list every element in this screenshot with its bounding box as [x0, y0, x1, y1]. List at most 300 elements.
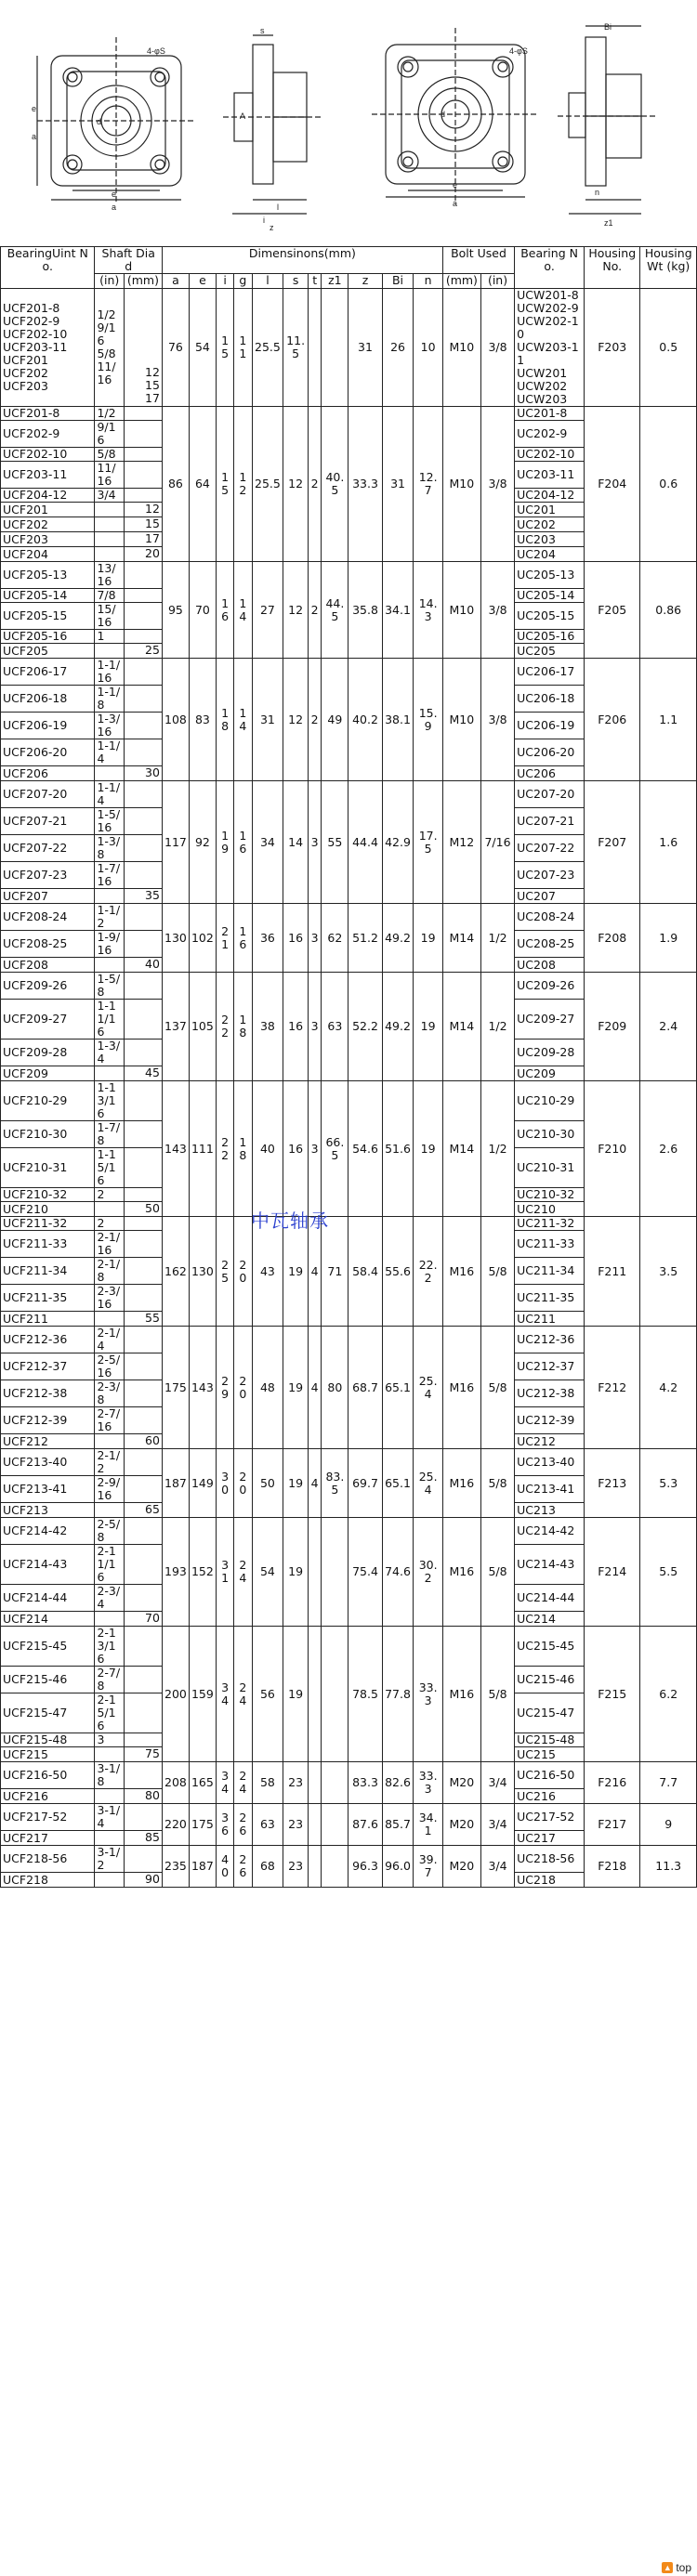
- bearing-no-cell: UC212-38: [515, 1380, 585, 1407]
- label-A-left: A: [240, 111, 246, 121]
- shaft-in-cell: 1-13/16: [95, 1081, 124, 1121]
- dimension-cell: 44.4: [348, 781, 382, 904]
- bearing-no-cell: UC203-11: [515, 462, 585, 489]
- shaft-in-cell: 1-3/4: [95, 1040, 124, 1066]
- bearing-no-cell: UC210: [515, 1202, 585, 1217]
- bolt-in-cell: 5/8: [480, 1518, 514, 1627]
- unit-no-cell: UCF201-8 UCF202-9 UCF202-10 UCF203-11 UCF201 UCF202 UCF203: [1, 289, 95, 407]
- dimension-cell: 11: [234, 289, 252, 407]
- unit-no-cell: UCF203-11: [1, 462, 95, 489]
- dimension-cell: 24: [234, 1762, 252, 1804]
- bearing-no-cell: UC217: [515, 1831, 585, 1846]
- dimension-cell: 14.3: [414, 562, 442, 659]
- dimension-cell: 26: [234, 1846, 252, 1888]
- bearing-no-cell: UC210-32: [515, 1188, 585, 1202]
- bolt-in-cell: 3/4: [480, 1846, 514, 1888]
- dimension-cell: 83.5: [322, 1449, 348, 1518]
- unit-no-cell: UCF212-37: [1, 1353, 95, 1380]
- unit-no-cell: UCF210-31: [1, 1148, 95, 1188]
- dimension-cell: 19: [283, 1518, 309, 1627]
- dimension-cell: 14: [234, 659, 252, 781]
- bolt-in-cell: 3/8: [480, 562, 514, 659]
- dimension-cell: 63: [322, 973, 348, 1081]
- dimension-cell: 12: [283, 659, 309, 781]
- bearing-no-cell: UC204-12: [515, 489, 585, 503]
- dimension-cell: 75.4: [348, 1518, 382, 1627]
- shaft-in-cell: 1-3/16: [95, 713, 124, 739]
- bolt-mm-cell: M16: [442, 1217, 480, 1327]
- bearing-no-cell: UC206-18: [515, 686, 585, 713]
- dimension-cell: 83: [189, 659, 216, 781]
- header-bolt-in: (in): [480, 274, 514, 289]
- dimension-cell: 25.4: [414, 1327, 442, 1449]
- dimension-cell: 95: [162, 562, 189, 659]
- housing-no-cell: F204: [585, 407, 640, 562]
- housing-no-cell: F215: [585, 1627, 640, 1762]
- bolt-mm-cell: M14: [442, 973, 480, 1081]
- dimension-cell: 51.2: [348, 904, 382, 973]
- dimension-cell: 34: [216, 1627, 233, 1762]
- table-row: [1, 1327, 697, 1353]
- dimension-cell: 16: [283, 973, 309, 1081]
- unit-no-cell: UCF207-21: [1, 808, 95, 835]
- dimension-cell: 58.4: [348, 1217, 382, 1327]
- dimension-cell: 25: [216, 1217, 233, 1327]
- shaft-mm-cell: [124, 1545, 162, 1585]
- dimension-cell: 137: [162, 973, 189, 1081]
- dimension-cell: 175: [162, 1327, 189, 1449]
- label-e-right: e: [453, 180, 458, 190]
- shaft-in-cell: [95, 1612, 124, 1627]
- header-dim-e: e: [189, 274, 216, 289]
- shaft-mm-cell: [124, 904, 162, 931]
- technical-drawings: [0, 0, 697, 246]
- bearing-no-cell: UC207: [515, 889, 585, 904]
- dimension-cell: 200: [162, 1627, 189, 1762]
- housing-no-cell: F213: [585, 1449, 640, 1518]
- shaft-mm-cell: 30: [124, 766, 162, 781]
- shaft-mm-cell: [124, 1846, 162, 1873]
- unit-no-cell: UCF203: [1, 532, 95, 547]
- label-e-left: e: [112, 190, 117, 199]
- dimension-cell: 25.4: [414, 1449, 442, 1518]
- bearing-no-cell: UC216-50: [515, 1762, 585, 1789]
- bearing-no-cell: UC208: [515, 958, 585, 973]
- label-Bi-right: Bi: [604, 22, 612, 32]
- dimension-cell: 54: [189, 289, 216, 407]
- shaft-in-cell: 3/4: [95, 489, 124, 503]
- unit-no-cell: UCF217-52: [1, 1804, 95, 1831]
- dimension-cell: [308, 289, 321, 407]
- bolt-in-cell: 3/8: [480, 289, 514, 407]
- unit-no-cell: UCF207-23: [1, 862, 95, 889]
- table-row: [1, 1518, 697, 1545]
- dimension-cell: 27: [252, 562, 283, 659]
- shaft-in-cell: 1-5/8: [95, 973, 124, 1000]
- bolt-in-cell: 3/8: [480, 407, 514, 562]
- dimension-cell: 31: [348, 289, 382, 407]
- dimension-cell: 24: [234, 1518, 252, 1627]
- dimension-cell: 102: [189, 904, 216, 973]
- shaft-mm-cell: [124, 1407, 162, 1434]
- shaft-mm-cell: 12: [124, 503, 162, 517]
- bearing-no-cell: UC205-13: [515, 562, 585, 589]
- dimension-cell: 3: [308, 973, 321, 1081]
- shaft-mm-cell: [124, 1121, 162, 1148]
- dimension-cell: 16: [216, 562, 233, 659]
- shaft-in-cell: 5/8: [95, 448, 124, 462]
- housing-no-cell: F208: [585, 904, 640, 973]
- unit-no-cell: UCF206: [1, 766, 95, 781]
- dimension-cell: 4: [308, 1327, 321, 1449]
- shaft-in-cell: 1-7/16: [95, 862, 124, 889]
- dimension-cell: 175: [189, 1804, 216, 1846]
- shaft-in-cell: 3-1/8: [95, 1762, 124, 1789]
- unit-no-cell: UCF215-47: [1, 1693, 95, 1733]
- dimension-cell: 54: [252, 1518, 283, 1627]
- shaft-in-cell: [95, 1789, 124, 1804]
- header-bolt-used: Bolt Used: [442, 247, 514, 274]
- bearing-no-cell: UC208-24: [515, 904, 585, 931]
- dimension-cell: 65.1: [382, 1327, 414, 1449]
- bearing-no-cell: UC214: [515, 1612, 585, 1627]
- dimension-cell: 19: [414, 1081, 442, 1217]
- bearing-no-cell: UC207-22: [515, 835, 585, 862]
- label-d-left: d: [97, 117, 102, 126]
- shaft-mm-cell: [124, 713, 162, 739]
- bearing-no-cell: UC202-10: [515, 448, 585, 462]
- dimension-cell: 208: [162, 1762, 189, 1804]
- header-housing-weight: Housing Wt (kg): [640, 247, 697, 289]
- shaft-mm-cell: [124, 1353, 162, 1380]
- bearing-no-cell: UC205-16: [515, 630, 585, 644]
- dimension-cell: [322, 1762, 348, 1804]
- dimension-cell: 34: [216, 1762, 233, 1804]
- dimension-cell: 43: [252, 1217, 283, 1327]
- dimension-cell: 3: [308, 1081, 321, 1217]
- bearing-no-cell: UC213-41: [515, 1476, 585, 1503]
- shaft-in-cell: 1-1/8: [95, 686, 124, 713]
- unit-no-cell: UCF210-30: [1, 1121, 95, 1148]
- bearing-no-cell: UC201-8: [515, 407, 585, 421]
- bearing-no-cell: UC206-17: [515, 659, 585, 686]
- dimension-cell: 187: [162, 1449, 189, 1518]
- header-housing-no: Housing No.: [585, 247, 640, 289]
- shaft-in-cell: [95, 958, 124, 973]
- housing-no-cell: F207: [585, 781, 640, 904]
- dimension-cell: 58: [252, 1762, 283, 1804]
- unit-no-cell: UCF212-38: [1, 1380, 95, 1407]
- dimension-cell: [308, 1804, 321, 1846]
- label-a-right: a: [453, 199, 458, 208]
- dimension-cell: [322, 1627, 348, 1762]
- housing-weight-cell: 9: [640, 1804, 697, 1846]
- dimension-cell: 83.3: [348, 1762, 382, 1804]
- shaft-in-cell: 1-1/2: [95, 904, 124, 931]
- dimension-cell: 20: [234, 1217, 252, 1327]
- dimension-cell: 42.9: [382, 781, 414, 904]
- shaft-mm-cell: [124, 739, 162, 766]
- shaft-mm-cell: [124, 862, 162, 889]
- housing-weight-cell: 6.2: [640, 1627, 697, 1762]
- back-to-top-link[interactable]: [662, 2561, 691, 2574]
- bearing-no-cell: UC213-40: [515, 1449, 585, 1476]
- unit-no-cell: UCF208: [1, 958, 95, 973]
- label-e-vert-left: e: [32, 104, 37, 113]
- shaft-mm-cell: [124, 407, 162, 421]
- shaft-mm-cell: 80: [124, 1789, 162, 1804]
- housing-weight-cell: 3.5: [640, 1217, 697, 1327]
- shaft-mm-cell: 60: [124, 1434, 162, 1449]
- bearing-no-cell: UC215: [515, 1747, 585, 1762]
- bearing-no-cell: UC209-28: [515, 1040, 585, 1066]
- shaft-in-cell: 9/16: [95, 421, 124, 448]
- unit-no-cell: UCF207-20: [1, 781, 95, 808]
- bearing-no-cell: UC207-23: [515, 862, 585, 889]
- bolt-mm-cell: M16: [442, 1627, 480, 1762]
- unit-no-cell: UCF207: [1, 889, 95, 904]
- bolt-in-cell: 5/8: [480, 1217, 514, 1327]
- back-to-top-label: top: [676, 2561, 691, 2574]
- dimension-cell: 21: [216, 904, 233, 973]
- shaft-in-cell: [95, 517, 124, 532]
- dimension-cell: 22: [216, 1081, 233, 1217]
- bearing-no-cell: UC213: [515, 1503, 585, 1518]
- shaft-in-cell: 1-5/16: [95, 808, 124, 835]
- shaft-in-cell: 2-5/8: [95, 1518, 124, 1545]
- dimension-cell: 56: [252, 1627, 283, 1762]
- dimension-cell: 33.3: [414, 1762, 442, 1804]
- shaft-mm-cell: 70: [124, 1612, 162, 1627]
- header-dim-l: l: [252, 274, 283, 289]
- header-bearing-no: Bearing No.: [515, 247, 585, 289]
- shaft-mm-cell: [124, 1188, 162, 1202]
- dimension-cell: [322, 289, 348, 407]
- shaft-in-cell: 3-1/4: [95, 1804, 124, 1831]
- shaft-mm-cell: 35: [124, 889, 162, 904]
- bearing-no-cell: UC203: [515, 532, 585, 547]
- dimension-cell: 18: [234, 973, 252, 1081]
- unit-no-cell: UCF210: [1, 1202, 95, 1217]
- housing-no-cell: F210: [585, 1081, 640, 1217]
- shaft-mm-cell: [124, 1518, 162, 1545]
- shaft-mm-cell: [124, 1627, 162, 1667]
- shaft-in-cell: 15/16: [95, 603, 124, 630]
- bearing-no-cell: UC217-52: [515, 1804, 585, 1831]
- dimension-cell: 10: [414, 289, 442, 407]
- housing-weight-cell: 2.6: [640, 1081, 697, 1217]
- shaft-in-cell: 1-15/16: [95, 1148, 124, 1188]
- unit-no-cell: UCF216-50: [1, 1762, 95, 1789]
- dimension-cell: 31: [382, 407, 414, 562]
- label-z1-right: z1: [604, 218, 613, 228]
- table-row: [1, 1217, 697, 1231]
- shaft-mm-cell: [124, 1476, 162, 1503]
- dimension-cell: 11.5: [283, 289, 309, 407]
- dimension-cell: 4: [308, 1217, 321, 1327]
- shaft-mm-cell: 40: [124, 958, 162, 973]
- table-row: [1, 1804, 697, 1831]
- dimension-cell: 49.2: [382, 904, 414, 973]
- shaft-mm-cell: [124, 1000, 162, 1040]
- unit-no-cell: UCF218: [1, 1873, 95, 1888]
- shaft-mm-cell: [124, 1667, 162, 1693]
- dimension-cell: 40: [252, 1081, 283, 1217]
- dimension-cell: 15: [216, 289, 233, 407]
- bearing-no-cell: UC211-33: [515, 1231, 585, 1258]
- shaft-mm-cell: [124, 1327, 162, 1353]
- bearing-no-cell: UC209: [515, 1066, 585, 1081]
- dimension-cell: 149: [189, 1449, 216, 1518]
- dimension-cell: 19: [414, 973, 442, 1081]
- unit-no-cell: UCF201-8: [1, 407, 95, 421]
- housing-weight-cell: 0.5: [640, 289, 697, 407]
- dimension-cell: 34: [252, 781, 283, 904]
- bearing-no-cell: UC215-45: [515, 1627, 585, 1667]
- bearing-no-cell: UC218-56: [515, 1846, 585, 1873]
- header-row-1: [1, 247, 697, 274]
- unit-no-cell: UCF209-26: [1, 973, 95, 1000]
- unit-no-cell: UCF214: [1, 1612, 95, 1627]
- housing-weight-cell: 2.4: [640, 973, 697, 1081]
- unit-no-cell: UCF206-18: [1, 686, 95, 713]
- unit-no-cell: UCF206-20: [1, 739, 95, 766]
- bearing-no-cell: UC218: [515, 1873, 585, 1888]
- shaft-in-cell: 1-7/8: [95, 1121, 124, 1148]
- bolt-in-cell: 1/2: [480, 1081, 514, 1217]
- dimension-cell: 63: [252, 1804, 283, 1846]
- shaft-in-cell: [95, 1066, 124, 1081]
- housing-weight-cell: 7.7: [640, 1762, 697, 1804]
- shaft-mm-cell: [124, 686, 162, 713]
- shaft-mm-cell: [124, 1804, 162, 1831]
- shaft-mm-cell: [124, 1148, 162, 1188]
- shaft-in-cell: 2-1/8: [95, 1258, 124, 1285]
- dimension-cell: 33.3: [348, 407, 382, 562]
- bolt-in-cell: 3/8: [480, 659, 514, 781]
- dimension-cell: 152: [189, 1518, 216, 1627]
- housing-no-cell: F214: [585, 1518, 640, 1627]
- unit-no-cell: UCF207-22: [1, 835, 95, 862]
- table-row: [1, 904, 697, 931]
- dimension-cell: 54.6: [348, 1081, 382, 1217]
- shaft-mm-cell: [124, 421, 162, 448]
- dimension-cell: 111: [189, 1081, 216, 1217]
- unit-no-cell: UCF214-43: [1, 1545, 95, 1585]
- shaft-mm-cell: [124, 1258, 162, 1285]
- label-d-right: d: [441, 110, 446, 119]
- bolt-in-cell: 3/4: [480, 1762, 514, 1804]
- dimension-cell: 16: [283, 904, 309, 973]
- unit-no-cell: UCF205-14: [1, 589, 95, 603]
- bolt-mm-cell: M10: [442, 407, 480, 562]
- shaft-in-cell: 7/8: [95, 589, 124, 603]
- shaft-in-cell: 2-3/16: [95, 1285, 124, 1312]
- bearing-spec-table: [0, 246, 697, 1888]
- unit-no-cell: UCF212: [1, 1434, 95, 1449]
- table-row: [1, 659, 697, 686]
- dimension-cell: 3: [308, 904, 321, 973]
- dimension-cell: 31: [216, 1518, 233, 1627]
- shaft-in-cell: 3: [95, 1733, 124, 1747]
- bearing-no-cell: UC201: [515, 503, 585, 517]
- shaft-in-cell: [95, 1434, 124, 1449]
- unit-no-cell: UCF214-42: [1, 1518, 95, 1545]
- housing-no-cell: F212: [585, 1327, 640, 1449]
- unit-no-cell: UCF217: [1, 1831, 95, 1846]
- dimension-cell: 19: [283, 1217, 309, 1327]
- dimension-cell: 26: [382, 289, 414, 407]
- shaft-mm-cell: 85: [124, 1831, 162, 1846]
- bolt-mm-cell: M20: [442, 1804, 480, 1846]
- dimension-cell: 14: [283, 781, 309, 904]
- shaft-mm-cell: 45: [124, 1066, 162, 1081]
- bearing-no-cell: UC206: [515, 766, 585, 781]
- dimension-cell: 87.6: [348, 1804, 382, 1846]
- dimension-cell: 26: [234, 1804, 252, 1846]
- dimension-cell: 105: [189, 973, 216, 1081]
- shaft-mm-cell: [124, 603, 162, 630]
- shaft-in-cell: 13/16: [95, 562, 124, 589]
- housing-no-cell: F206: [585, 659, 640, 781]
- shaft-mm-cell: [124, 448, 162, 462]
- bolt-mm-cell: M20: [442, 1762, 480, 1804]
- unit-no-cell: UCF213-41: [1, 1476, 95, 1503]
- dimension-cell: 143: [162, 1081, 189, 1217]
- unit-no-cell: UCF215: [1, 1747, 95, 1762]
- dimension-cell: 2: [308, 659, 321, 781]
- dimension-cell: 66.5: [322, 1081, 348, 1217]
- dimension-cell: 19: [216, 781, 233, 904]
- dimension-cell: 20: [234, 1327, 252, 1449]
- unit-no-cell: UCF206-17: [1, 659, 95, 686]
- unit-no-cell: UCF205-16: [1, 630, 95, 644]
- housing-no-cell: F203: [585, 289, 640, 407]
- shaft-mm-cell: [124, 630, 162, 644]
- shaft-mm-cell: [124, 462, 162, 489]
- unit-no-cell: UCF211-34: [1, 1258, 95, 1285]
- dimension-cell: 49.2: [382, 973, 414, 1081]
- dimension-cell: [308, 1762, 321, 1804]
- bearing-no-cell: UC214-42: [515, 1518, 585, 1545]
- bearing-no-cell: UC215-47: [515, 1693, 585, 1733]
- unit-no-cell: UCF211-33: [1, 1231, 95, 1258]
- dimension-cell: 96.3: [348, 1846, 382, 1888]
- bolt-in-cell: 5/8: [480, 1627, 514, 1762]
- dimension-cell: 12: [283, 407, 309, 562]
- shaft-mm-cell: [124, 931, 162, 958]
- unit-no-cell: UCF215-45: [1, 1627, 95, 1667]
- drawing-side-view-left: [223, 35, 321, 214]
- dimension-cell: 16: [234, 781, 252, 904]
- shaft-in-cell: [95, 766, 124, 781]
- dimension-cell: 86: [162, 407, 189, 562]
- table-row: [1, 562, 697, 589]
- bearing-no-cell: UC209-27: [515, 1000, 585, 1040]
- bearing-no-cell: UC207-21: [515, 808, 585, 835]
- dimension-cell: 40.5: [322, 407, 348, 562]
- dimension-cell: 78.5: [348, 1627, 382, 1762]
- bolt-mm-cell: M14: [442, 904, 480, 973]
- bearing-no-cell: UC205-14: [515, 589, 585, 603]
- header-dim-z: z: [348, 274, 382, 289]
- dimension-cell: 34.1: [414, 1804, 442, 1846]
- table-row: [1, 407, 697, 421]
- shaft-in-cell: 2-5/16: [95, 1353, 124, 1380]
- shaft-mm-cell: [124, 659, 162, 686]
- unit-no-cell: UCF213-40: [1, 1449, 95, 1476]
- shaft-mm-cell: [124, 1449, 162, 1476]
